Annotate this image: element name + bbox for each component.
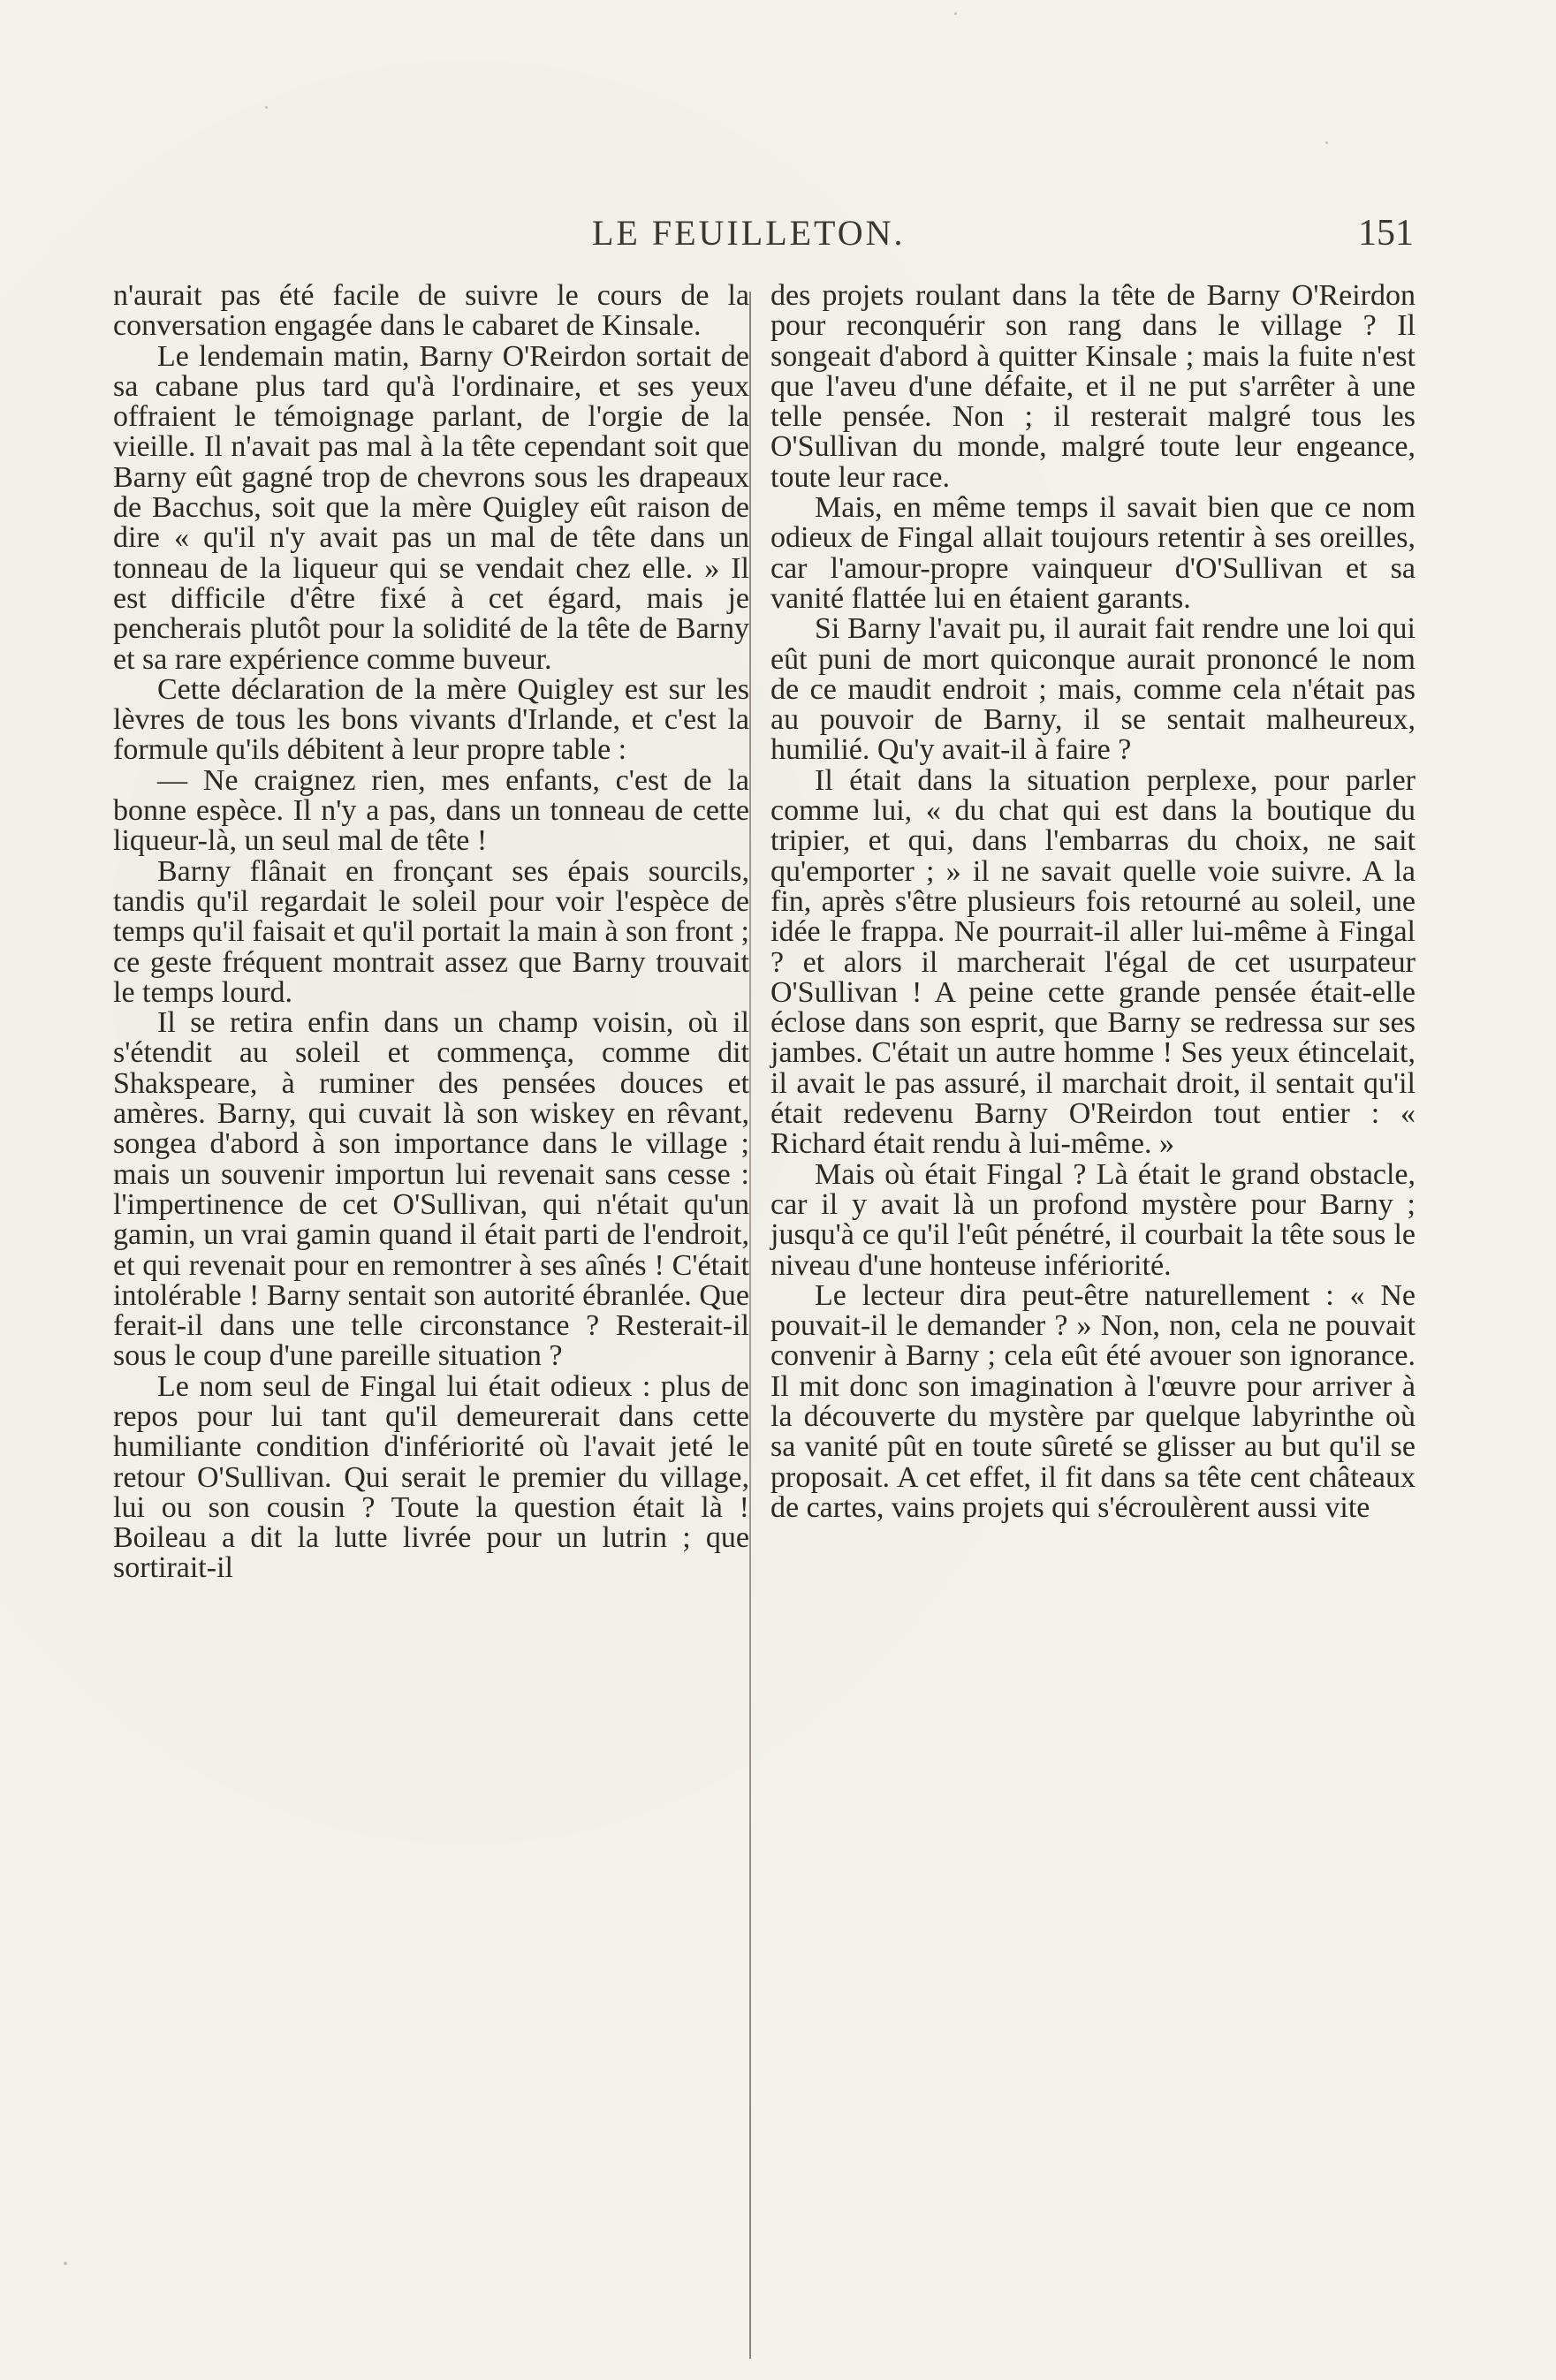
column-divider [749, 292, 751, 2359]
text-column-right [770, 281, 1416, 1523]
paragraph: Il était dans la situation perplexe, pour parler comme lui, « du chat qui est dans la boutique du tripier, et qui, dans l'embarras du choix, ne sait qu'emporter ; » il ne savait quelle voie suivre. A la fin, après s'être plusieurs fois retourné au soleil, une idée le frappa. Ne pourrait-il aller lui-même à Fingal ? et alors il marcherait l'égal de cet usurpateur O'Sullivan ! A peine cette grande pensée était-elle éclose dans son esprit, que Barny se redressa sur ses jambes. C'était un autre homme ! Ses yeux étincelait, il avait le pas assuré, il marchait droit, il sentait qu'il était redevenu Barny O'Reirdon tout entier : « Richard était rendu à lui-même. » [770, 763, 1416, 1161]
paragraph: des projets roulant dans la tête de Barny O'Reirdon pour reconquérir son rang dans le village ? Il songeait d'abord à quitter Kinsale ; mais la fuite n'est que l'aveu d'une défaite, et il ne put s'arrêter à une telle pensée. Non ; il resterait malgré tous les O'Sullivan du monde, malgré toute leur engeance, toute leur race. [770, 279, 1416, 494]
paragraph: Si Barny l'avait pu, il aurait fait rendre une loi qui eût puni de mort quiconque aurait prononcé le nom de ce maudit endroit ; mais, comme cela n'était pas au pouvoir de Barny, il se sentait malheureux, humilié. Qu'y avait-il à faire ? [770, 612, 1416, 767]
running-title: LE FEUILLETON. [592, 213, 906, 253]
paragraph: Mais où était Fingal ? Là était le grand obstacle, car il y avait là un profond mystère pour Barny ; jusqu'à ce qu'il l'eût pénétré, il courbait la tête sous le niveau d'une honteuse infériorité. [770, 1157, 1416, 1282]
paper-speck [265, 106, 268, 109]
paragraph: Le lendemain matin, Barny O'Reirdon sortait de sa cabane plus tard qu'à l'ordinaire, et ses yeux offraient le témoignage parlant, de l'orgie de la vieille. Il n'avait pas mal à la tête cependant soit que Barny eût gagné trop de chevrons sous les drapeaux de Bacchus, soit que la mère Quigley eût raison de dire « qu'il n'y avait pas un mal de tête dans un tonneau de la liqueur qui se vendait chez elle. » Il est difficile d'être fixé à cet égard, mais je pencherais plutôt pour la solidité de la tête de Barny et sa rare expérience comme buveur. [113, 339, 749, 676]
paragraph: Le lecteur dira peut-être naturellement : « Ne pouvait-il le demander ? » Non, non, cela ne pouvait convenir à Barny ; cela eût été avouer son ignorance. Il mit donc son imagination à l'œuvre pour arriver à la découverte du mystère par quelque labyrinthe où sa vanité pût en toute sûreté se glisser au but qu'il se proposait. A cet effet, il fit dans sa tête cent châteaux de cartes, vains projets qui s'écroulèrent aussi vite [770, 1278, 1416, 1524]
paragraph: Mais, en même temps il savait bien que ce nom odieux de Fingal allait toujours retentir à ses oreilles, car l'amour-propre vainqueur d'O'Sullivan et sa vanité flattée lui en étaient garants. [770, 491, 1416, 615]
paragraph: n'aurait pas été facile de suivre le cours de la conversation engagée dans le cabaret de Kinsale. [113, 279, 749, 343]
page-header [565, 212, 1414, 265]
page-number: 151 [1358, 213, 1414, 254]
paper-speck [1325, 141, 1328, 144]
paragraph: — Ne craignez rien, mes enfants, c'est de la bonne espèce. Il n'y a pas, dans un tonneau de cette liqueur-là, un seul mal de tête ! [113, 763, 749, 858]
paragraph: Barny flânait en fronçant ses épais sourcils, tandis qu'il regardait le soleil pour voir l'espèce de temps qu'il faisait et qu'il portait la main à son front ; ce geste fréquent montrait assez que Barny trouvait le temps lourd. [113, 854, 749, 1009]
paper-speck [64, 2262, 67, 2265]
paragraph: Cette déclaration de la mère Quigley est sur les lèvres de tous les bons vivants d'Irlande, et c'est la formule qu'ils débitent à leur propre table : [113, 672, 749, 767]
text-column-left [113, 281, 749, 1584]
paragraph: Le nom seul de Fingal lui était odieux : plus de repos pour lui tant qu'il demeurerait dans cette humiliante condition d'infériorité où l'avait jeté le retour O'Sullivan. Qui serait le premier du village, lui ou son cousin ? Toute la question était là ! Boileau a dit la lutte livrée pour un lutrin ; que sortirait-il [113, 1369, 749, 1585]
paragraph: Il se retira enfin dans un champ voisin, où il s'étendit au soleil et commença, comme dit Shakspeare, à ruminer des pensées douces et amères. Barny, qui cuvait là son wiskey en rêvant, songea d'abord à son importance dans le village ; mais un souvenir importun lui revenait sans cesse : l'impertinence de cet O'Sullivan, qui n'était qu'un gamin, un vrai gamin quand il était parti de l'endroit, et qui revenait pour en remontrer à ses aînés ! C'était intolérable ! Barny sentait son autorité ébranlée. Que ferait-il dans une telle circonstance ? Resterait-il sous le coup d'une pareille situation ? [113, 1006, 749, 1373]
paper-speck [954, 12, 957, 15]
